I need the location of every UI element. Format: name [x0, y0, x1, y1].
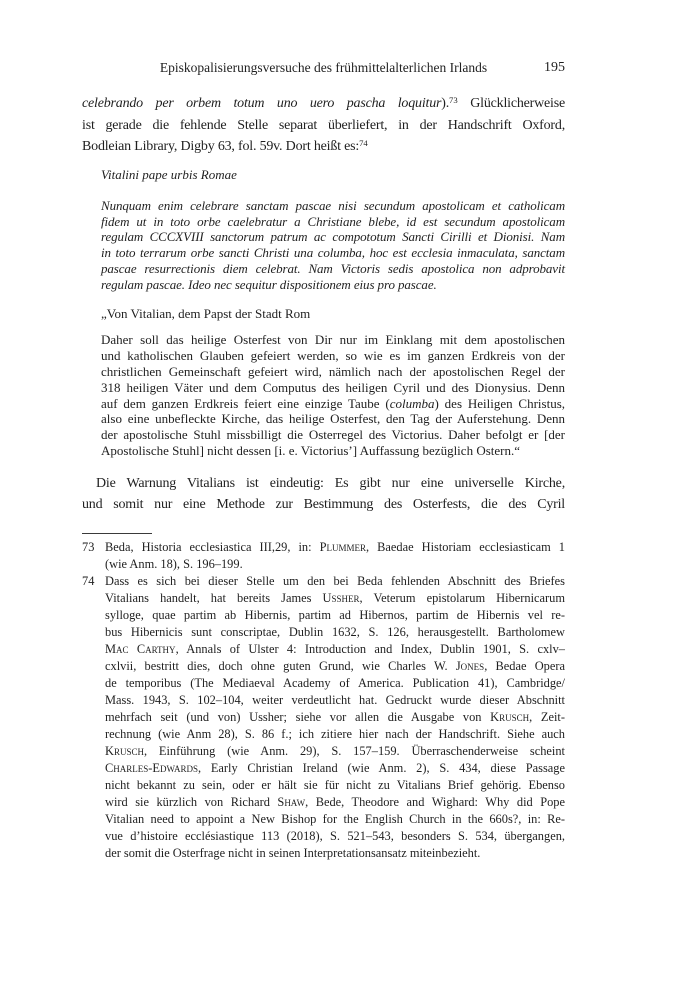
footnote-number: 73 — [82, 539, 95, 554]
footnote-74 — [82, 573, 565, 862]
footnote-number: 74 — [82, 573, 95, 588]
paragraph-intro: celebrando per orbem totum uno uero pascha loquitur).$^{73}$ Glücklicherweise ist gerade die fehlende Stelle separat überliefert, in der Handschrift Oxford, Bodleian Library, Digby 63, fol. 59v. Dort heißt es:$^{74}$ — [82, 95, 565, 154]
footnote-text: Beda, Historia ecclesiastica III,29, in: Plummer, Baedae Historiam ecclesiasticam 1 (wie Anm. 18), S. 196–199. — [105, 539, 566, 571]
german-quote: Daher soll das heilige Osterfest von Dir nur im Einklang mit dem apostolischen und katholischen Glauben gefeiert werden, so wie es im ganzen Erdkreis von der christlichen Gemeinschaft gefeiert wird, nämlich nach der apostolischen Regel der 318 heiligen Väter und dem Computus des heiligen Cyril und des Dionysius. Denn auf dem ganzen Erdkreis feiert eine einzige Taube (columba) des Heiligen Christus, also eine unbefleckte Kirche, das heilige Osterfest, den Tag der Auferstehung. Denn der apostolische Stuhl missbilligt die Osterregel des Victorius. Daher befolgt er [der Apostolische Stuhl] nicht dessen [i. e. Victorius’] Auffassung bezüglich Ostern.“ — [101, 332, 566, 458]
running-header — [82, 60, 565, 76]
latin-quote: Nunquam enim celebrare sanctam pascae nisi secundum apostolicam et catholicam fidem ut in toto orbe caelebratur a Christiane blebe, id est secundum apostolicam regulam CCCXVIII sanctorum patrum ac compototum Sancti Cirilli et Dionisi. Nam in toto terrarum orbe sancti Christi una columba, hoc est ecclesia inmaculata, sanctam pascae resurrectionis diem celebrat. Nam Victoris sedis apostolica non adprobavit regulam pascae. Ideo nec sequitur dispositionem eius pro pascae. — [101, 197, 565, 292]
footnote-separator — [82, 533, 152, 534]
german-quote-heading: „Von Vitalian, dem Papst der Stadt Rom — [101, 305, 311, 321]
footnote-73 — [82, 539, 565, 573]
footnote-text: Dass es sich bei dieser Stelle um den bei Beda fehlenden Abschnitt des Briefes Vitalians handelt, hat bereits James Ussher, Veterum epistolarum Hibernicarum sylloge, quae partim ab Hibernis, partim ad Hibernos, partim de Hibernis vel re- bus Hibernicis sunt conscriptae, Dublin 1632, S. 126, herausgestellt. Bartholomew Mac Carthy, Annals of Ulster 4: Introduction and Index, Dublin 1901, S. cxlv– cxlvii, bestritt dies, doch ohne guten Grund, wie Charles W. Jones, Bedae Opera de temporibus (The Mediaeval Academy of America. Publication 41), Cambridge/ Mass. 1943, S. 102–104, weiter verdeutlicht hat. Gedruckt wurde dieser Abschnitt mehrfach seit (und von) Ussher; siehe vor allen die Ausgabe von Krusch, Zeit- rechnung (wie Anm 28), S. 86 f.; ich zitiere hier nach der Handschrift. Siehe auch Krusch, Einführung (wie Anm. 29), S. 157–159. Überraschenderweise scheint Charles-Edwards, Early Christian Ireland (wie Anm. 2), S. 434, diese Passage nicht bekannt zu sein, oder er hält sie für nicht zu Vitalians Brief gehörig. Ebenso wird sie kürzlich von Richard Shaw, Bede, Theodore and Wighard: Why did Pope Vitalian need to appoint a New Bishop for the English Church in the 660s?, in: Re- vue d’histoire ecclésiastique 113 (2018), S. 521–543, besonders S. 534, übergangen, der somit die Osterfrage nicht in seinen Interpretationsansatz miteinbezieht. — [105, 573, 565, 860]
latin-quote-heading: Vitalini pape urbis Romae — [101, 167, 237, 182]
running-header-title: Episkopalisierungsversuche des frühmittelalterlichen Irlands — [159, 60, 488, 75]
text-column — [82, 60, 565, 862]
page-number: 195 — [544, 60, 565, 75]
footnotes — [82, 539, 565, 862]
paragraph-conclusion: Die Warnung Vitalians ist eindeutig: Es gibt nur eine universelle Kirche, und somit nur eine Methode zur Bestimmung des Osterfests, die des Cyril — [82, 475, 565, 512]
